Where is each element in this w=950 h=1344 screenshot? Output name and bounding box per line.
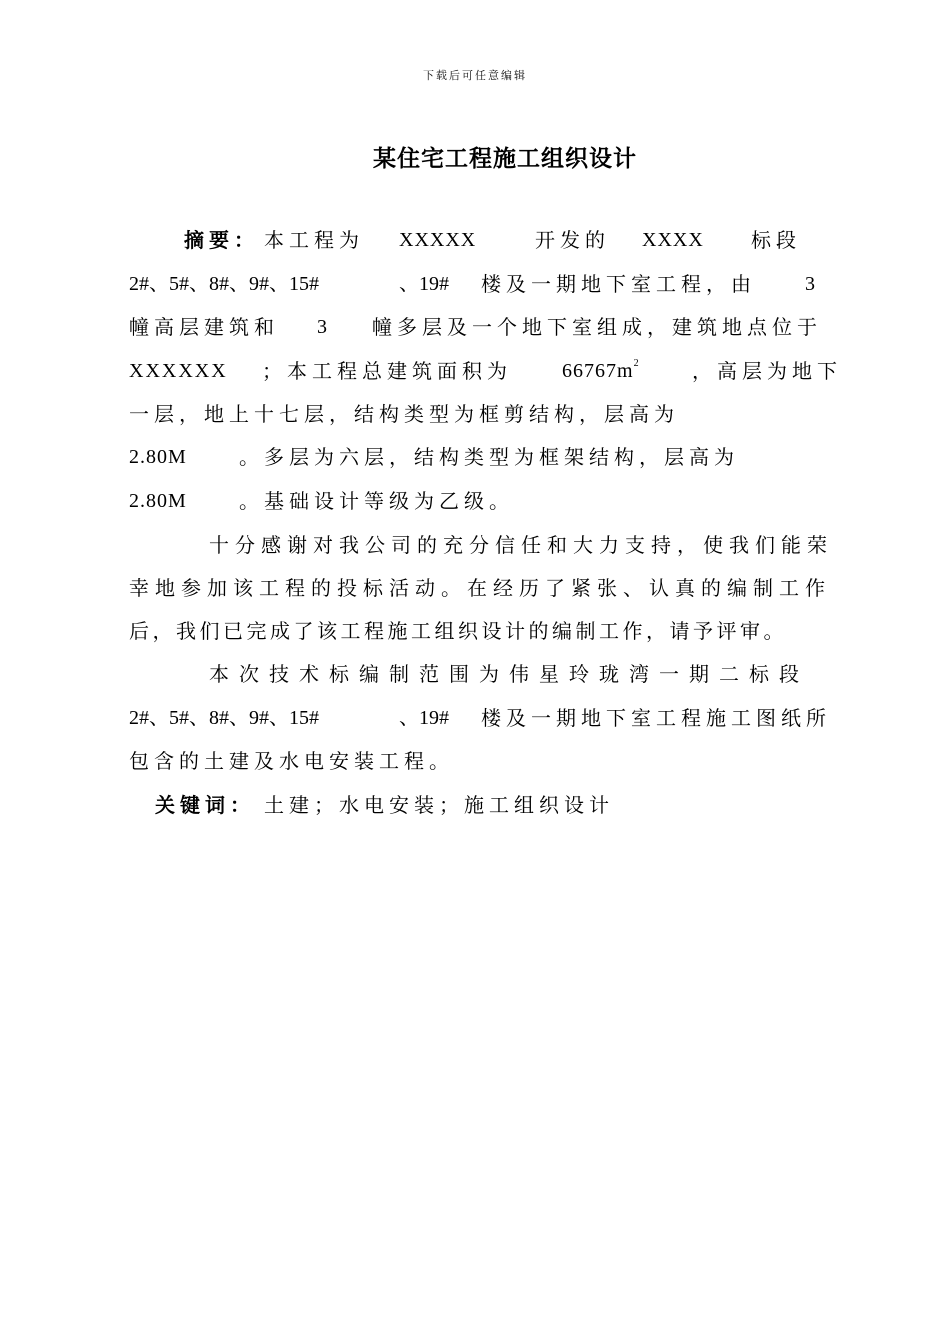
paragraph-text: 2#、5#、8#、9#、15# [129, 707, 319, 729]
paragraph-text: 楼及一期地下室工程施工图纸所 [481, 706, 831, 730]
abstract-text: ；本工程总建筑面积为 [262, 359, 512, 383]
abstract-text: 。基础设计等级为乙级。 [239, 489, 514, 513]
abstract-label: 摘要： [184, 228, 259, 252]
abstract-text: 开发的 [535, 228, 610, 252]
keywords-label: 关键词： [155, 793, 255, 817]
abstract-text: 2.80M [129, 490, 187, 512]
abstract-text: 。多层为六层，结构类型为框架结构，层高为 [239, 445, 739, 469]
abstract-text: 2.80M [129, 446, 187, 468]
paragraph-text: 本次技术标编制范围为伟星玲珑湾一期二标段 [209, 662, 809, 686]
abstract-text: 标段 [751, 228, 801, 252]
abstract-text: ，高层为地下 [692, 359, 842, 383]
abstract-text: 本工程为 [264, 228, 364, 252]
abstract-area: $66767m^2$ [562, 358, 640, 382]
abstract-text: 幢多层及一个地下室组成，建筑地点位于 [372, 315, 822, 339]
document-title: 某住宅工程施工组织设计 [373, 146, 637, 172]
paragraph-text: 幸地参加该工程的投标活动。在经历了紧张、认真的编制工作 [129, 576, 831, 600]
abstract-text: 楼及一期地下室工程，由 [481, 272, 756, 296]
abstract-text: 3 [317, 316, 328, 338]
abstract-text: 幢高层建筑和 [129, 315, 279, 339]
abstract-text: XXXX [642, 229, 704, 251]
paragraph-text: 后，我们已完成了该工程施工组织设计的编制工作，请予评审。 [129, 619, 787, 643]
keywords-text: 土建；水电安装；施工组织设计 [264, 793, 614, 817]
abstract-text: 一层，地上十七层，结构类型为框剪结构，层高为 [129, 402, 679, 426]
paragraph-text: 十分感谢对我公司的充分信任和大力支持，使我们能荣 [209, 533, 833, 557]
abstract-text: 3 [805, 273, 816, 295]
paragraph-text: 包含的土建及水电安装工程。 [129, 749, 454, 773]
abstract-text: XXXXXX [129, 360, 228, 382]
paragraph-text: 、19# [399, 707, 449, 729]
abstract-text: 2#、5#、8#、9#、15# [129, 273, 319, 295]
abstract-text: XXXXX [399, 229, 477, 251]
abstract-text: 、19# [399, 273, 449, 295]
header-note: 下载后可任意编辑 [423, 69, 527, 82]
